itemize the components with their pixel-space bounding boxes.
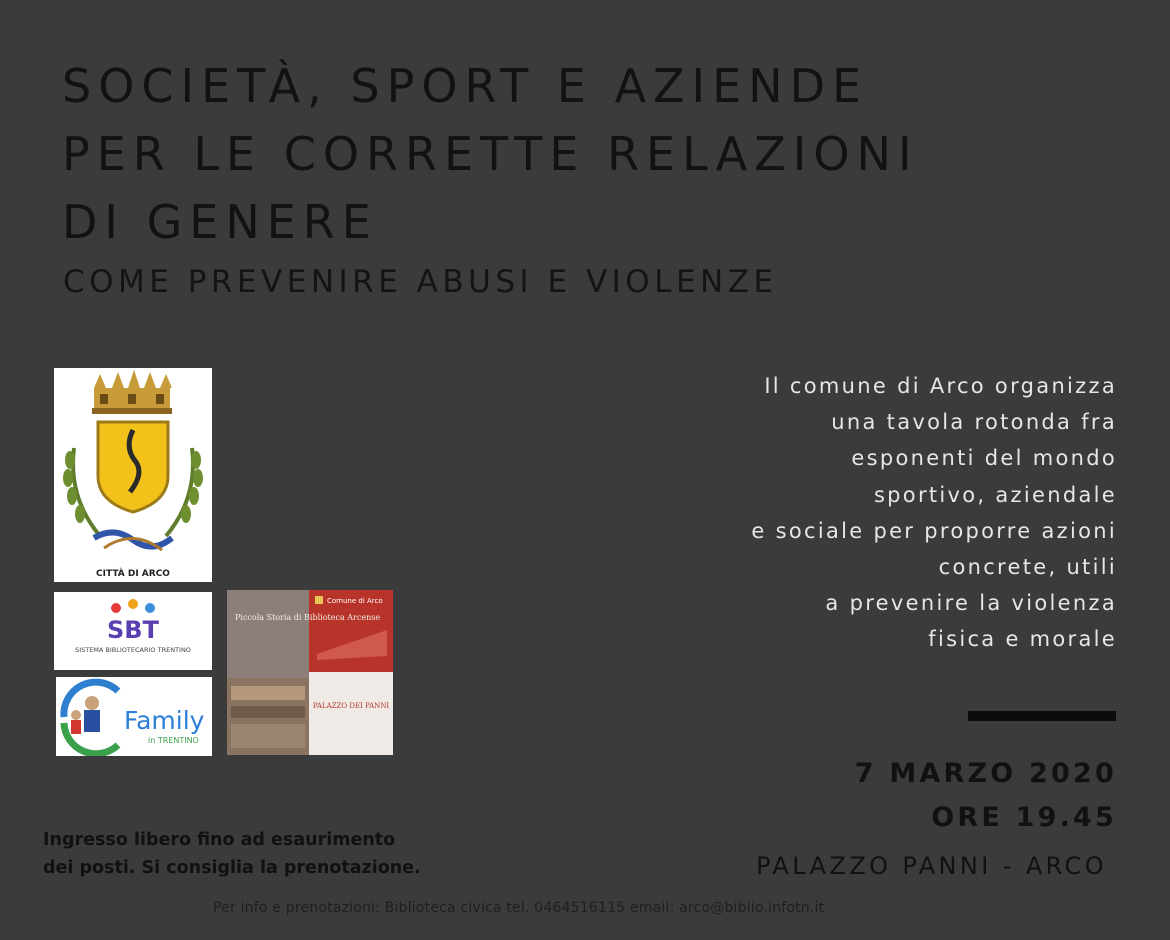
book-cover-title: Piccola Storia di Biblioteca Arcense xyxy=(235,613,381,622)
family-text: Family xyxy=(124,706,205,735)
event-date: 7 MARZO 2020 xyxy=(854,758,1117,789)
title-line: SOCIETÀ, SPORT E AZIENDE xyxy=(62,59,869,113)
family-in-trentino-logo xyxy=(56,677,212,756)
entry-line: dei posti. Si consiglia la prenotazione. xyxy=(43,858,421,878)
description-line: e sociale per proporre azioni xyxy=(751,518,1117,543)
family-trentino-icon xyxy=(56,677,212,756)
contact-info: Per info e prenotazioni: Biblioteca civica tel. 0464516115 email: arco@biblio.infotn.it xyxy=(213,900,825,916)
description-line: una tavola rotonda fra xyxy=(831,410,1117,435)
family-sub: in TRENTINO xyxy=(148,736,199,745)
city-of-arco-logo xyxy=(54,368,212,582)
sbt-logo xyxy=(54,592,212,670)
entry-note xyxy=(43,826,421,882)
description-line: esponenti del mondo xyxy=(851,446,1117,471)
poster-title xyxy=(62,52,1122,256)
description-line: Il comune di Arco organizza xyxy=(764,374,1117,398)
book-cover-image xyxy=(227,590,393,755)
coat-of-arms-icon xyxy=(54,368,212,582)
title-line: DI GENERE xyxy=(62,195,378,249)
sbt-mark: SBT xyxy=(107,616,159,644)
book-bottom-title: PALAZZO DEI PANNI xyxy=(312,702,390,710)
book-cover-icon xyxy=(227,590,393,755)
event-venue: PALAZZO PANNI - ARCO xyxy=(756,852,1107,880)
title-line: PER LE CORRETTE RELAZIONI xyxy=(62,127,919,181)
event-time: ORE 19.45 xyxy=(931,802,1117,833)
event-description xyxy=(597,368,1117,658)
city-caption: CITTÀ DI ARCO xyxy=(96,569,170,579)
sbt-library-icon xyxy=(54,592,212,670)
description-line: fisica e morale xyxy=(928,627,1117,652)
description-line: sportivo, aziendale xyxy=(873,482,1117,507)
event-datetime xyxy=(855,752,1117,840)
entry-line: Ingresso libero fino ad esaurimento xyxy=(43,830,396,850)
sbt-caption: SISTEMA BIBLIOTECARIO TRENTINO xyxy=(75,646,191,654)
divider-bar xyxy=(968,711,1116,721)
description-line: concrete, utili xyxy=(938,555,1117,580)
book-header: Comune di Arco xyxy=(327,597,383,605)
poster-subtitle: COME PREVENIRE ABUSI E VIOLENZE xyxy=(63,264,778,300)
description-line: a prevenire la violenza xyxy=(825,591,1117,616)
